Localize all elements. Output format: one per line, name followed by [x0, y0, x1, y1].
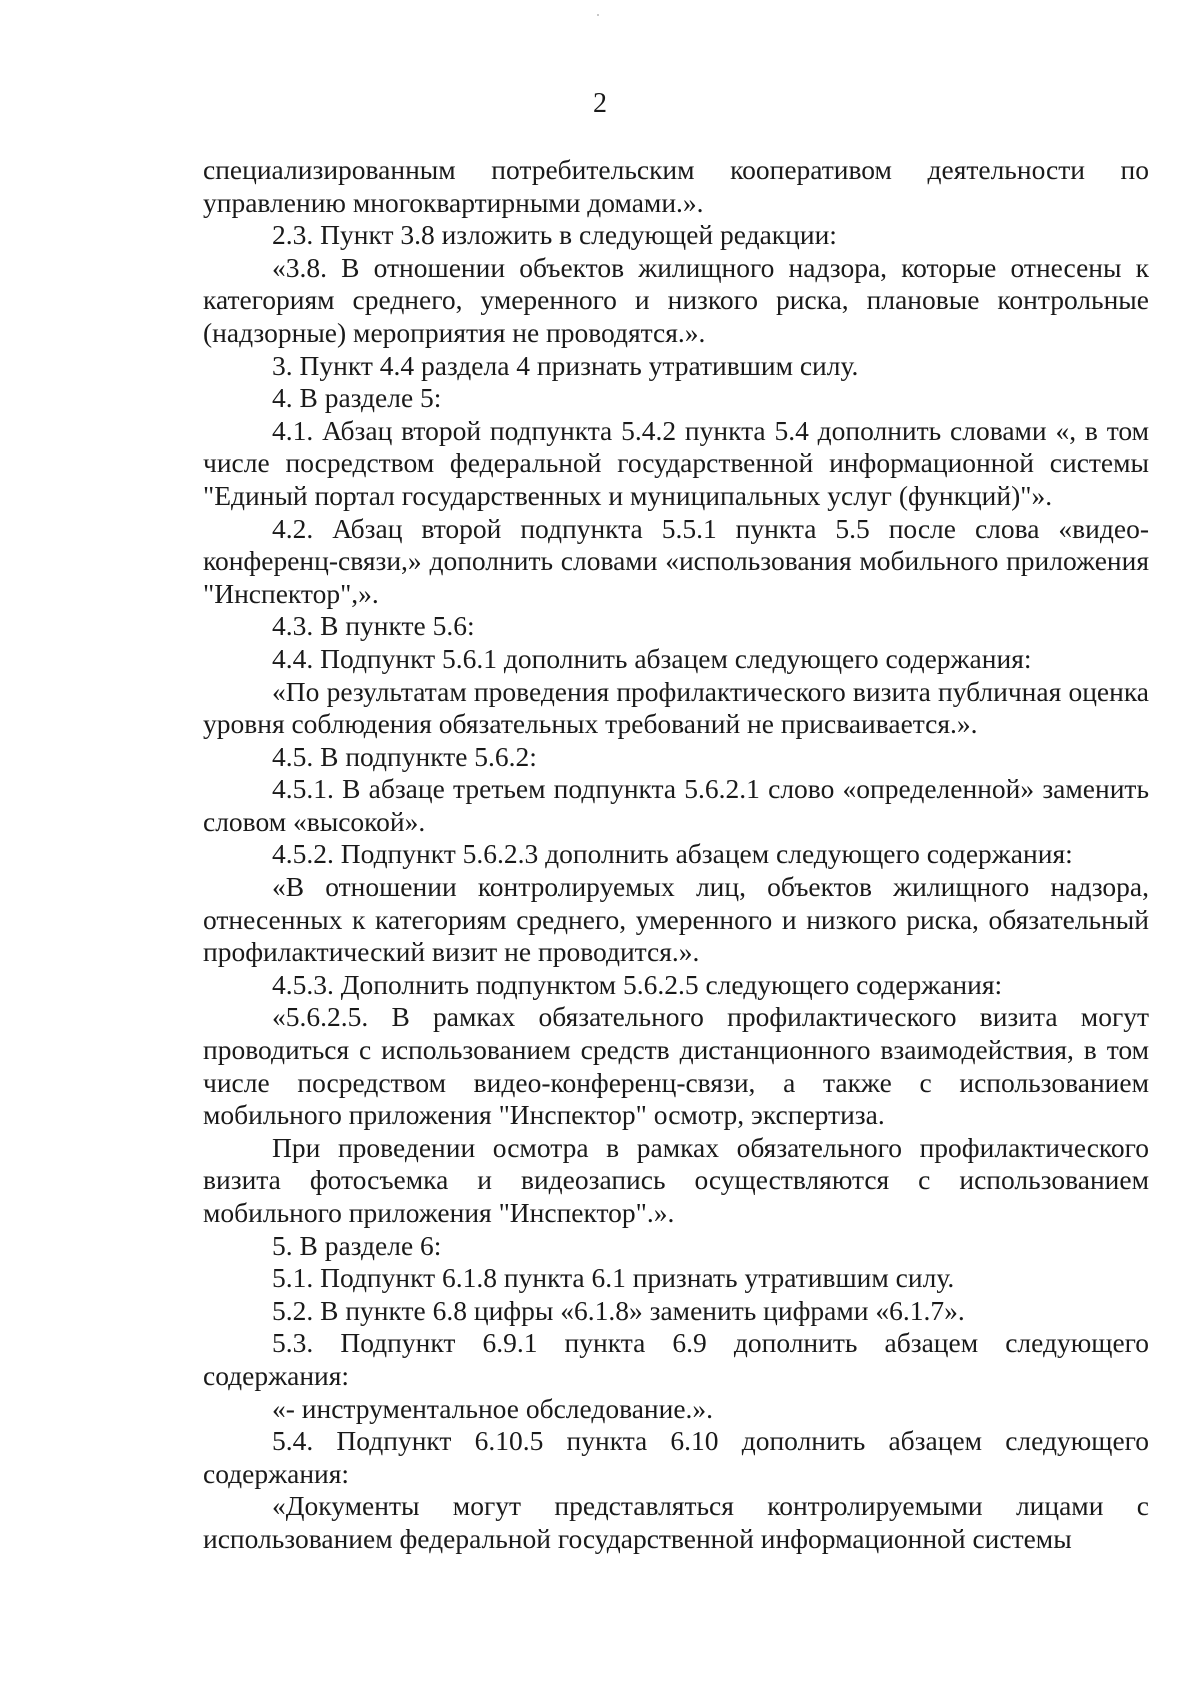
- paragraph-14: «В отношении контролируемых лиц, объектов жилищного надзора, отнесенных к категориям среднего, умеренного и низкого риска, обязательный профилактический визит не проводится.».: [203, 871, 1149, 968]
- paragraph-17: При проведении осмотра в рамках обязательного профилактического визита фотосъемка и видеозапись осуществляются с использованием мобильного приложения "Инспектор".».: [203, 1131, 1149, 1228]
- paragraph-19: 5.1. Подпункт 6.1.8 пункта 6.1 признать утратившим силу.: [272, 1262, 955, 1294]
- scan-speck: [597, 14, 599, 16]
- paragraph-7: 4.2. Абзац второй подпункта 5.5.1 пункта 5.5 после слова «видео-конференц-связи,» дополнить словами «использования мобильного приложения "Инспектор",».: [203, 512, 1149, 609]
- paragraph-10: «По результатам проведения профилактического визита публичная оценка уровня соблюдения обязательных требований не присваивается.».: [203, 675, 1149, 740]
- paragraph-20: 5.2. В пункте 6.8 цифры «6.1.8» заменить цифрами «6.1.7».: [272, 1294, 965, 1326]
- document-body: [203, 154, 1149, 1556]
- paragraph-3: «3.8. В отношении объектов жилищного надзора, которые отнесены к категориям среднего, умеренного и низкого риска, плановые контрольные (надзорные) мероприятия не проводятся.».: [203, 251, 1149, 348]
- paragraph-13: 4.5.2. Подпункт 5.6.2.3 дополнить абзацем следующего содержания:: [272, 838, 1073, 870]
- page-number: 2: [593, 88, 607, 119]
- paragraph-16: «5.6.2.5. В рамках обязательного профилактического визита могут проводиться с использованием средств дистанционного взаимодействия, в том числе посредством видео-конференц-связи, а также с использованием мобильного приложения "Инспектор" осмотр, экспертиза.: [203, 1001, 1149, 1131]
- paragraph-22: «- инструментальное обследование.».: [272, 1392, 714, 1424]
- paragraph-2: 2.3. Пункт 3.8 изложить в следующей редакции:: [272, 219, 837, 251]
- paragraph-6: 4.1. Абзац второй подпункта 5.4.2 пункта 5.4 дополнить словами «, в том числе посредством федеральной государственной информационной системы "Единый портал государственных и муниципальных услуг (функций)"».: [203, 414, 1149, 511]
- paragraph-18: 5. В разделе 6:: [272, 1229, 442, 1261]
- paragraph-15: 4.5.3. Дополнить подпунктом 5.6.2.5 следующего содержания:: [272, 968, 1003, 1000]
- paragraph-4: 3. Пункт 4.4 раздела 4 признать утратившим силу.: [272, 349, 859, 381]
- paragraph-11: 4.5. В подпункте 5.6.2:: [272, 740, 537, 772]
- paragraph-1: специализированным потребительским кооперативом деятельности по управлению многоквартирными домами.».: [203, 154, 1149, 218]
- paragraph-8: 4.3. В пункте 5.6:: [272, 610, 475, 642]
- paragraph-9: 4.4. Подпункт 5.6.1 дополнить абзацем следующего содержания:: [272, 642, 1032, 674]
- paragraph-12: 4.5.1. В абзаце третьем подпункта 5.6.2.1 слово «определенной» заменить словом «высокой».: [203, 773, 1149, 837]
- paragraph-5: 4. В разделе 5:: [272, 382, 442, 414]
- paragraph-24: «Документы могут представляться контролируемыми лицами с использованием федеральной государственной информационной системы: [203, 1490, 1149, 1554]
- paragraph-21: 5.3. Подпункт 6.9.1 пункта 6.9 дополнить абзацем следующего содержания:: [203, 1327, 1149, 1391]
- paragraph-23: 5.4. Подпункт 6.10.5 пункта 6.10 дополнить абзацем следующего содержания:: [203, 1425, 1149, 1489]
